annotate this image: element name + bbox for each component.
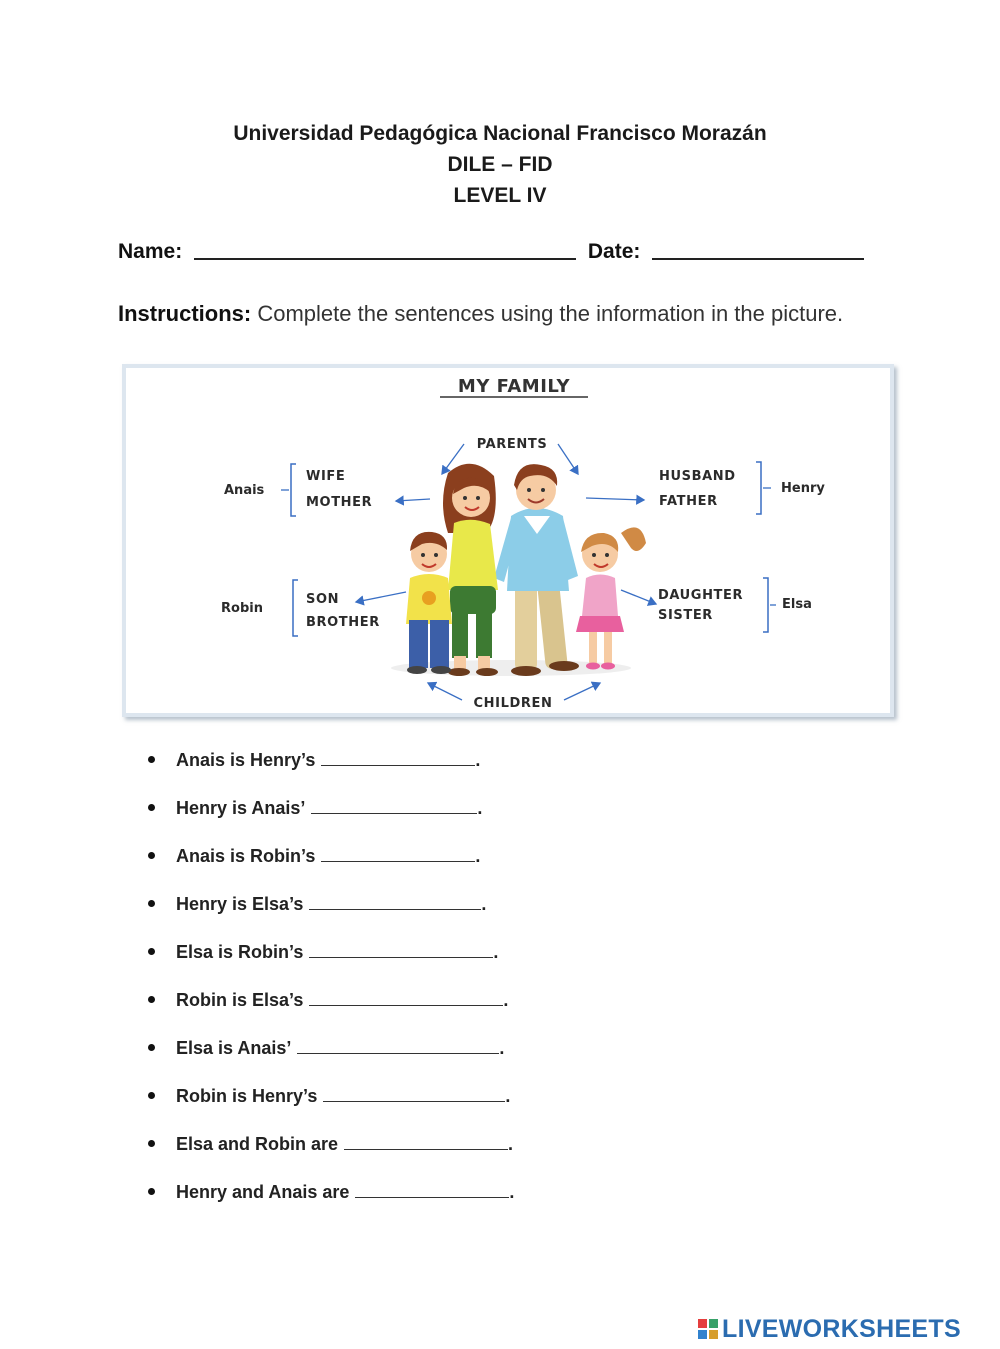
name-field[interactable] [194,238,576,260]
name-label: Name: [118,240,183,263]
question-text: Anais is Robin’s [176,846,316,866]
husband-label: HUSBAND [659,469,736,484]
parents-arrow-right [558,444,578,474]
father-name: Henry [781,481,825,496]
answer-blank[interactable] [321,843,475,862]
level-title: LEVEL IV [453,184,547,207]
question-text: Henry is Elsa’s [176,894,304,914]
mother-label: MOTHER [306,495,373,510]
list-item: Elsa is Robin’s . [146,936,514,984]
answer-blank[interactable] [309,891,481,910]
son-label: SON [306,592,340,607]
logo-text: LIVEWORKSHEETS [722,1314,961,1343]
answer-blank[interactable] [321,747,475,766]
children-arrow-right [564,683,600,700]
answer-blank[interactable] [355,1179,509,1198]
answer-blank[interactable] [309,987,503,1006]
date-label: Date: [587,240,641,263]
liveworksheets-logo[interactable] [698,1314,961,1344]
question-text: Henry and Anais are [176,1182,350,1202]
question-text: Elsa is Anais’ [176,1038,292,1058]
children-arrow-left [428,683,462,700]
instructions-label: Instructions: [118,301,252,326]
list-item: Robin is Henry’s . [146,1080,514,1128]
parents-label: PARENTS [476,437,548,452]
diagram-title: MY FAMILY [457,376,571,397]
wife-label: WIFE [306,469,346,484]
university-title: Universidad Pedagógica Nacional Francisco Morazán [233,122,767,145]
date-field[interactable] [652,238,864,260]
answer-blank[interactable] [297,1035,499,1054]
list-item: Elsa and Robin are . [146,1128,514,1176]
father-label: FATHER [659,494,718,509]
department-title: DILE – FID [447,153,553,176]
list-item: Anais is Robin’s . [146,840,514,888]
mother-figure [443,464,498,676]
list-item: Robin is Elsa’s . [146,984,514,1032]
mother-bracket [291,464,296,516]
children-label: CHILDREN [473,696,553,711]
list-item: Anais is Henry’s . [146,744,514,792]
name-date-row [118,238,878,264]
son-name: Robin [221,601,263,616]
logo-icon [698,1319,718,1339]
daughter-name: Elsa [782,597,812,612]
list-item: Henry is Elsa’s . [146,888,514,936]
worksheet-header [0,118,1000,211]
question-text: Elsa and Robin are [176,1134,339,1154]
son-bracket [293,580,298,636]
daughter-figure [576,527,646,669]
list-item: Henry and Anais are . [146,1176,514,1224]
question-text: Anais is Henry’s [176,750,316,770]
father-figure [494,464,579,676]
question-text: Henry is Anais’ [176,798,306,818]
answer-blank[interactable] [311,795,477,814]
instructions-text: Complete the sentences using the information in the picture. [257,301,844,326]
sister-label: SISTER [658,608,713,623]
answer-blank[interactable] [309,939,493,958]
mother-name: Anais [224,483,265,498]
instructions [118,298,858,329]
daughter-bracket [763,578,768,632]
family-illustration [391,464,646,676]
father-bracket [756,462,761,514]
daughter-label: DAUGHTER [658,588,744,603]
question-text: Robin is Elsa’s [176,990,304,1010]
answer-blank[interactable] [344,1131,508,1150]
question-text: Robin is Henry’s [176,1086,318,1106]
question-list [146,744,514,1224]
list-item: Henry is Anais’ . [146,792,514,840]
question-text: Elsa is Robin’s [176,942,304,962]
brother-label: BROTHER [306,615,380,630]
son-figure [406,532,452,674]
family-diagram [122,364,894,717]
list-item: Elsa is Anais’ . [146,1032,514,1080]
answer-blank[interactable] [323,1083,505,1102]
family-diagram-svg [126,368,890,713]
